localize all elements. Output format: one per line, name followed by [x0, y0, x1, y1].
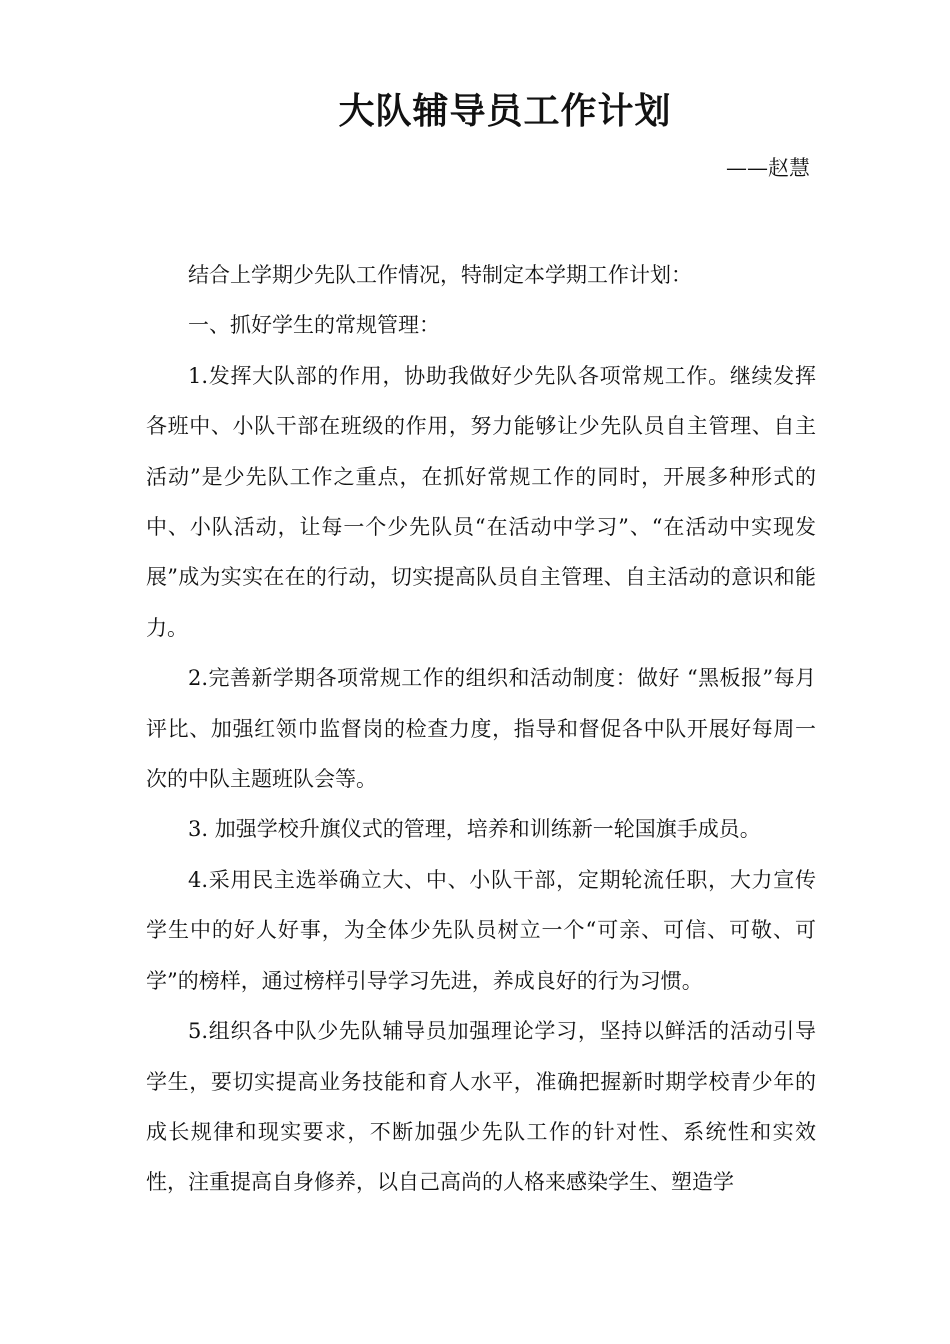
document-author: ——赵慧 — [726, 156, 810, 180]
paragraph-item-1: 1.发挥大队部的作用，协助我做好少先队各项常规工作。继续发挥各班中、小队干部在班级的作用，努力能够让少先队员自主管理、自主活动”是少先队工作之重点，在抓好常规工作的同时，开展多种形式的中、小队活动，让每一个少先队员“在活动中学习”、“在活动中实现发展”成为实实在在的行动，切实提高队员自主管理、自主活动的意识和能力。 — [146, 363, 816, 640]
paragraph-item-2: 2.完善新学期各项常规工作的组织和活动制度：做好 “黑板报”每月评比、加强红领巾监督岗的检查力度，指导和督促各中队开展好每周一次的中队主题班队会等。 — [146, 666, 816, 792]
paragraph-item-3: 3. 加强学校升旗仪式的管理，培养和训练新一轮国旗手成员。 — [188, 817, 761, 842]
paragraph-item-5: 5.组织各中队少先队辅导员加强理论学习，坚持以鲜活的活动引导学生，要切实提高业务技能和育人水平，准确把握新时期学校青少年的成长规律和现实要求，不断加强少先队工作的针对性、系统性和实效性，注重提高自身修养，以自己高尚的人格来感染学生、塑造学 — [146, 1019, 816, 1195]
paragraph-item-4: 4.采用民主选举确立大、中、小队干部，定期轮流任职，大力宣传学生中的好人好事，为全体少先队员树立一个“可亲、可信、可敬、可学”的榜样，通过榜样引导学习先进，养成良好的行为习惯。 — [146, 867, 816, 993]
paragraph-intro: 结合上学期少先队工作情况，特制定本学期工作计划： — [188, 263, 692, 287]
section-heading-1: 一、抓好学生的常规管理： — [188, 313, 440, 338]
document-body — [146, 250, 816, 1208]
document-title: 大队辅导员工作计划 — [338, 90, 672, 132]
